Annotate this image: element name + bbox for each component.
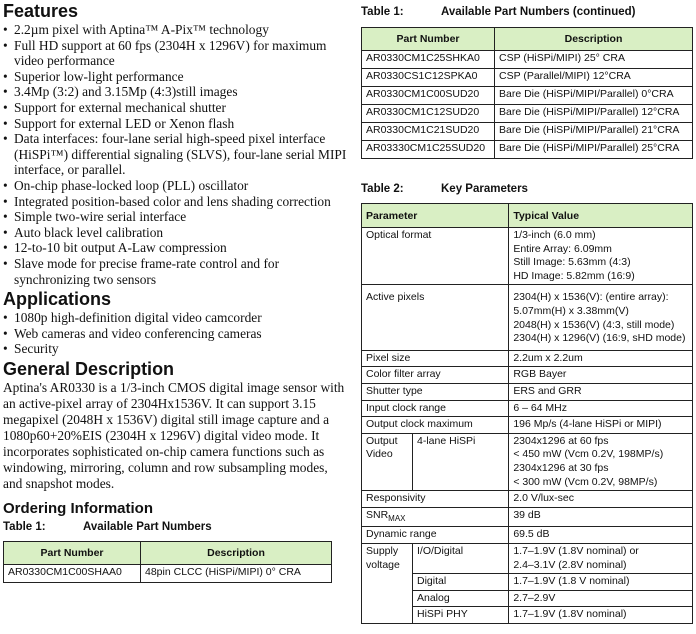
list-item: • Data interfaces: four-lane serial high-speed pixel interface (HiSPi™) differential signaling (SLVS), four-lane serial MIPI interface, or parallel. <box>3 131 348 178</box>
value-line: 2.4–3.1V (2.8V nominal) <box>513 558 627 571</box>
value-line: 2304(H) x 1536(V): (entire array): <box>513 291 669 304</box>
table-row <box>362 69 693 87</box>
part-numbers-table <box>3 541 332 583</box>
value-cell <box>509 228 693 285</box>
value-line: HD Image: 5.82mm (16:9) <box>513 269 635 282</box>
parameter-label: Dynamic range <box>362 527 509 544</box>
part-number-cell: AR0330CM1C21SUD20 <box>362 123 495 141</box>
parameter-label: Optical format <box>362 228 509 285</box>
list-item: • 1080p high-definition digital video camcorder <box>3 310 348 326</box>
parameter-label: Output clock maximum <box>362 417 509 434</box>
table-row <box>362 350 693 367</box>
table-row <box>362 141 693 159</box>
value-line: 5.07mm(H) x 3.38mm(V) <box>513 304 629 317</box>
column-header-part-number: Part Number <box>362 28 495 51</box>
parameter-label: Active pixels <box>362 285 509 350</box>
list-item: • Slave mode for precise frame-rate control and for synchronizing two sensors <box>3 256 348 287</box>
value-cell: 2.0 V/lux-sec <box>509 491 693 508</box>
parameter-sublabel: I/O/Digital <box>413 543 509 573</box>
description-cell: CSP (Parallel/MIPI) 12°CRA <box>495 69 693 87</box>
features-heading: Features <box>3 1 79 21</box>
table-row <box>362 105 693 123</box>
left-column <box>3 0 348 583</box>
value-line: Entire Array: 6.09mm <box>513 242 612 255</box>
table-row <box>362 543 693 573</box>
value-cell <box>509 433 693 490</box>
value-cell <box>509 543 693 573</box>
parameter-label: Color filter array <box>362 367 509 384</box>
value-cell: 2.2um x 2.2um <box>509 350 693 367</box>
applications-heading: Applications <box>3 289 112 310</box>
description-cell: Bare Die (HiSPi/MIPI/Parallel) 21°CRA <box>495 123 693 141</box>
description-cell: Bare Die (HiSPi/MIPI/Parallel) 25°CRA <box>495 141 693 159</box>
list-item: • 3.4Mp (3:2) and 3.15Mp (4:3)still images <box>3 84 348 100</box>
general-description-heading: General Description <box>3 358 175 379</box>
table-row <box>362 400 693 417</box>
column-header-part-number: Part Number <box>4 541 141 564</box>
table-number: Table 1: <box>3 520 46 533</box>
parameter-label: Pixel size <box>362 350 509 367</box>
table-row <box>362 123 693 141</box>
parameter-sublabel: Analog <box>413 590 509 607</box>
list-item: • 12-to-10 bit output A-Law compression <box>3 240 348 256</box>
parameter-sublabel: 4-lane HiSPi <box>413 433 509 490</box>
value-cell: 2.7–2.9V <box>509 590 693 607</box>
value-line: 1/3-inch (6.0 mm) <box>513 229 596 241</box>
column-header-parameter: Parameter <box>362 204 509 228</box>
value-line: 1.7–1.9V (1.8V nominal) or <box>513 544 639 557</box>
value-cell: 1.7–1.9V (1.8 V nominal) <box>509 574 693 591</box>
value-cell: 39 dB <box>509 507 693 527</box>
column-header-description: Description <box>495 28 693 51</box>
table-row <box>362 228 693 285</box>
table2-caption <box>361 183 695 195</box>
right-column <box>361 0 695 624</box>
value-cell: 1.7–1.9V (1.8V nominal) <box>509 607 693 624</box>
list-item: • Web cameras and video conferencing cameras <box>3 326 348 342</box>
table-title: Available Part Numbers <box>83 520 212 533</box>
description-cell: Bare Die (HiSPi/MIPI/Parallel) 12°CRA <box>495 105 693 123</box>
description-cell: CSP (HiSPi/MIPI) 25° CRA <box>495 51 693 69</box>
part-number-cell: AR0330CM1C00SUD20 <box>362 87 495 105</box>
part-number-cell: AR03330CM1C25SUD20 <box>362 141 495 159</box>
table-row <box>4 564 332 582</box>
table1-continued-caption <box>361 6 695 18</box>
table-row <box>362 507 693 527</box>
table-row <box>362 433 693 490</box>
list-item: • 2.2µm pixel with Aptina™ A-Pix™ technology <box>3 22 348 38</box>
value-line: Still Image: 5.63mm (4:3) <box>513 256 631 269</box>
parameter-sublabel: HiSPi PHY <box>413 607 509 624</box>
parameter-sublabel: Digital <box>413 574 509 591</box>
value-cell: 196 Mp/s (4-lane HiSPi or MIPI) <box>509 417 693 434</box>
table-number: Table 1: <box>361 6 404 18</box>
list-item: • Simple two-wire serial interface <box>3 209 348 225</box>
parameter-label: Shutter type <box>362 383 509 400</box>
list-item: • Auto black level calibration <box>3 225 348 241</box>
parameter-label <box>362 507 509 527</box>
snr-label: SNR <box>366 508 389 521</box>
table-number: Table 2: <box>361 183 404 195</box>
description-cell: 48pin CLCC (HiSPi/MIPI) 0° CRA <box>141 564 332 582</box>
table-row <box>362 383 693 400</box>
table1-caption <box>3 521 348 533</box>
table-title: Key Parameters <box>441 183 528 195</box>
column-header-typical-value: Typical Value <box>509 204 693 228</box>
value-cell: ERS and GRR <box>509 383 693 400</box>
table-row <box>362 285 693 350</box>
snr-subscript: MAX <box>388 513 406 523</box>
applications-list <box>3 310 348 357</box>
value-line: < 450 mW (Vcm 0.2V, 198MP/s) <box>513 448 664 461</box>
value-cell: 69.5 dB <box>509 527 693 544</box>
value-line: 2304x1296 at 60 fps <box>513 434 609 447</box>
list-item: • Support for external LED or Xenon flash <box>3 116 348 132</box>
list-item: • Integrated position-based color and lens shading correction <box>3 194 348 210</box>
value-cell: RGB Bayer <box>509 367 693 384</box>
value-line: 2304(H) x 1296(V) (16:9, sHD mode) <box>513 332 686 345</box>
key-parameters-table <box>361 203 693 624</box>
value-line: 2304x1296 at 30 fps <box>513 461 609 474</box>
features-list <box>3 22 348 287</box>
list-item: • Security <box>3 341 348 357</box>
list-item: • Full HD support at 60 fps (2304H x 1296V) for maximum video performance <box>3 38 348 69</box>
ordering-info-heading: Ordering Information <box>3 499 153 517</box>
value-line: 2048(H) x 1536(V) (4:3, still mode) <box>513 318 675 331</box>
list-item: • Support for external mechanical shutter <box>3 100 348 116</box>
general-description-text: Aptina's AR0330 is a 1/3-inch CMOS digital image sensor with an active-pixel array of 2304Hx1536V. It can support 3.15 megapixel (2048H x 1536V) digital still image capture and a 1080p60+20%EIS (2304H x 1296V) digital video mode. It incorporates sophisticated on-chip camera functions such as windowing, mirroring, column and row subsampling modes, and snapshot modes. <box>3 379 345 492</box>
table-row <box>362 87 693 105</box>
list-item: • On-chip phase-locked loop (PLL) oscillator <box>3 178 348 194</box>
part-number-cell: AR0330CM1C25SHKA0 <box>362 51 495 69</box>
list-item: • Superior low-light performance <box>3 69 348 85</box>
part-number-cell: AR0330CM1C12SUD20 <box>362 105 495 123</box>
value-line: < 300 mW (Vcm 0.2V, 98MP/s) <box>513 475 658 488</box>
part-number-cell: AR0330CM1C00SHAA0 <box>4 564 141 582</box>
column-header-description: Description <box>141 541 332 564</box>
value-cell: 6 – 64 MHz <box>509 400 693 417</box>
table-row <box>362 367 693 384</box>
parameter-label: Responsivity <box>362 491 509 508</box>
parameter-label: Input clock range <box>362 400 509 417</box>
table-row <box>362 417 693 434</box>
table-title: Available Part Numbers (continued) <box>441 6 636 18</box>
value-cell <box>509 285 693 350</box>
part-numbers-continued-table <box>361 27 693 159</box>
table-row <box>362 51 693 69</box>
table-row <box>362 527 693 544</box>
table-row <box>362 491 693 508</box>
description-cell: Bare Die (HiSPi/MIPI/Parallel) 0°CRA <box>495 87 693 105</box>
part-number-cell: AR0330CS1C12SPKA0 <box>362 69 495 87</box>
parameter-label: Output Video <box>362 433 413 490</box>
parameter-label: Supply voltage <box>362 543 413 623</box>
